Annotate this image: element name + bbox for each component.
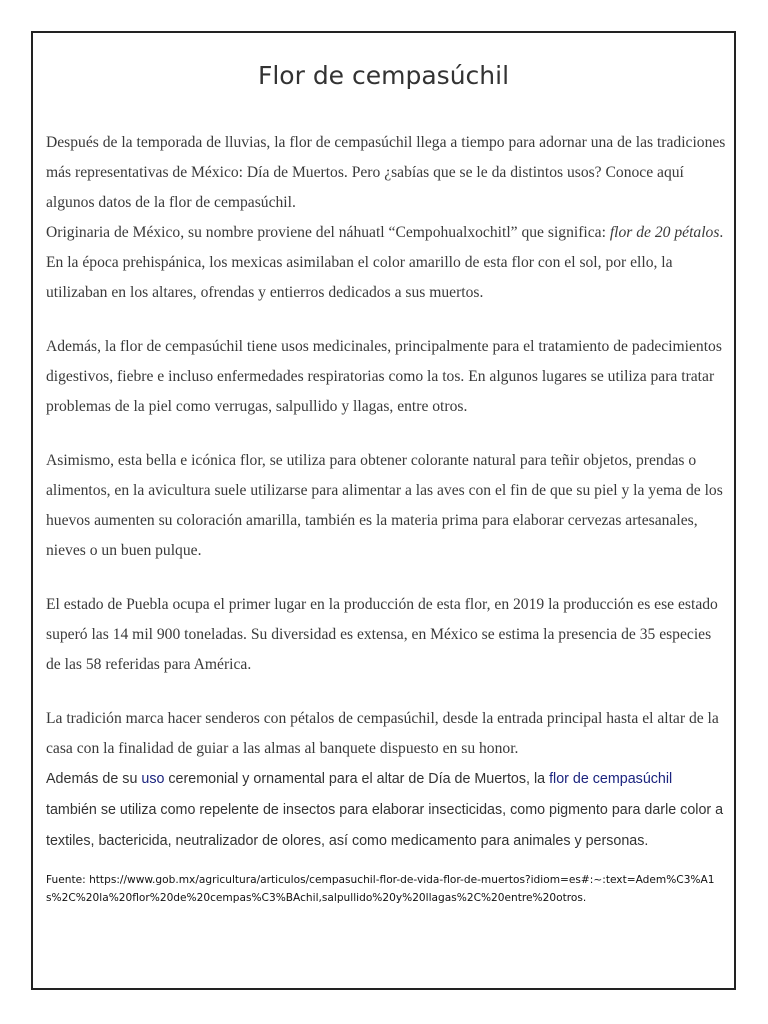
other-uses-text-2: ceremonial y ornamental para el altar de Día de Muertos, la [164, 771, 550, 787]
paragraph-tradition: La tradición marca hacer senderos con pétalos de cempasúchil, desde la entrada principal hasta el altar de la casa con la finalidad de guiar a las almas al banquete dispuesto en su honor. [46, 710, 719, 757]
paragraph-origin-italic: flor de 20 pétalos [609, 224, 720, 241]
paragraph-production: El estado de Puebla ocupa el primer lugar en la producción de esta flor, en 2019 la producción es ese estado superó las 14 mil 900 toneladas. Su diversidad es extensa, en México se estima la presencia de 35 especies de las 58 referidas para América. [46, 596, 718, 673]
paragraph-origin-text-2: . En la época prehispánica, los mexicas asimilaban el color amarillo de esta flor con el sol, por ello, la utilizaban en los altares, ofrendas y entierros dedicados a sus muertos. [46, 224, 724, 301]
paragraph-medicinal: Además, la flor de cempasúchil tiene usos medicinales, principalmente para el tratamiento de padecimientos digestivos, fiebre e incluso enfermedades respiratorias como la tos. En algunos lugares se utiliza para tratar problemas de la piel como verrugas, salpullido y llagas, entre otros. [46, 338, 722, 415]
paragraph-uses: Asimismo, esta bella e icónica flor, se utiliza para obtener colorante natural para teñir objetos, prendas o alimentos, en la avicultura suele utilizarse para alimentar a las aves con el fin de que su piel y la yema de los huevos aumenten su coloración amarilla, también es la materia prima para elaborar cervezas artesanales, nieves o un buen pulque. [46, 452, 723, 559]
other-uses-text-3: también se utiliza como repelente de insectos para elaborar insecticidas, como pigmento para darle color a textiles, bactericida, neutralizador de olores, así como medicamento para animales y personas. [46, 802, 724, 849]
paragraph-intro: Después de la temporada de lluvias, la flor de cempasúchil llega a tiempo para adornar una de las tradiciones más representativas de México: Día de Muertos. Pero ¿sabías que se le da distintos usos? Conoce aquí algunos datos de la flor de cempasúchil. [46, 134, 726, 211]
page-title: Flor de cempasúchil [257, 61, 510, 90]
paragraph-origin-text-1: Originaria de México, su nombre proviene del náhuatl “Cempohualxochitl” que significa: [46, 224, 610, 241]
link-uso[interactable]: uso [141, 771, 165, 787]
paragraph-other-uses [46, 764, 726, 857]
article-body [46, 128, 726, 907]
paragraph-origin [46, 218, 726, 308]
link-flor-de-cempasuchil[interactable]: flor de cempasúchil [549, 771, 673, 787]
document-page [31, 31, 736, 990]
other-uses-text-1: Además de su [46, 771, 142, 787]
source-citation: Fuente: https://www.gob.mx/agricultura/articulos/cempasuchil-flor-de-vida-flor-de-muertos?idiom=es#:~:text=Adem%C3%A1s%2C%20la%20flor%20de%20cempas%C3%BAchil,salpullido%20y%20llagas%2C%20entre%20otros. [46, 874, 715, 904]
